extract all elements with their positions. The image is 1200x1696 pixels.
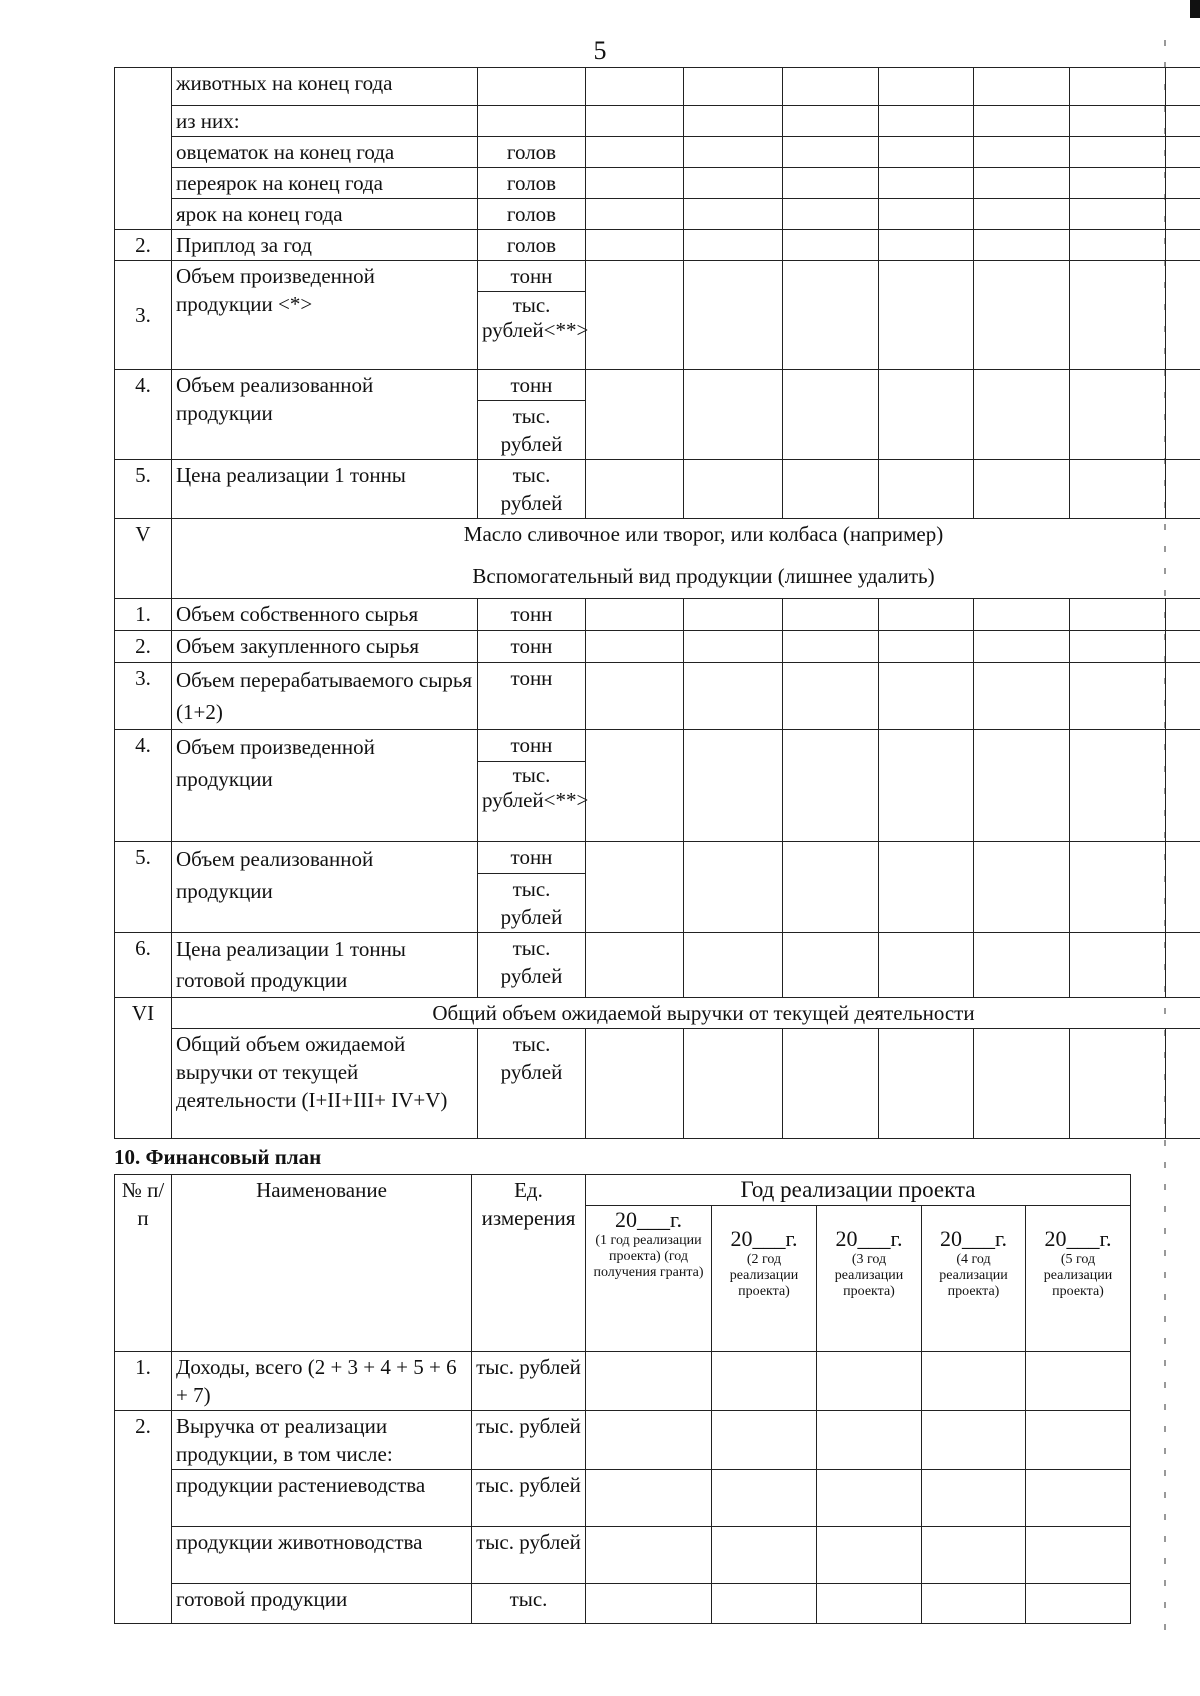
year-header (922, 1206, 1026, 1352)
row-number: 2. (115, 1411, 172, 1624)
header-unit: Ед. измерения (472, 1175, 586, 1352)
table-row (115, 1527, 1131, 1584)
value-cell[interactable] (684, 663, 783, 730)
row-name: Объем закупленного сырья (172, 631, 478, 663)
year-label: 20___г. (939, 1226, 1008, 1251)
value-cell[interactable] (1166, 137, 1200, 168)
row-unit: тонн (478, 631, 586, 663)
value-cell[interactable] (684, 1029, 783, 1139)
value-cell[interactable] (586, 730, 684, 842)
value-cell[interactable] (586, 599, 684, 631)
row-name: Объем собственного сырья (172, 599, 478, 631)
value-cell[interactable] (922, 1411, 1026, 1470)
value-cell[interactable] (586, 199, 684, 230)
value-cell[interactable] (879, 599, 974, 631)
value-cell[interactable] (712, 1352, 817, 1411)
row-number: 6. (115, 933, 172, 998)
value-cell[interactable] (974, 599, 1070, 631)
year-header (817, 1206, 922, 1352)
value-cell[interactable] (783, 137, 879, 168)
value-cell[interactable] (1166, 730, 1200, 842)
value-cell[interactable] (1070, 199, 1166, 230)
value-cell[interactable] (684, 599, 783, 631)
value-cell[interactable] (586, 933, 684, 998)
value-cell[interactable] (586, 137, 684, 168)
value-cell[interactable] (974, 631, 1070, 663)
row-name: Доходы, всего (2 + 3 + 4 + 5 + 6 + 7) (172, 1352, 472, 1411)
table-row (115, 631, 1200, 663)
value-cell[interactable] (974, 137, 1070, 168)
table-row (115, 199, 1200, 230)
value-cell[interactable] (879, 230, 974, 261)
value-cell[interactable] (879, 1029, 974, 1139)
table-row (115, 1470, 1131, 1527)
value-cell[interactable] (1070, 261, 1166, 370)
row-unit: тыс. рублей (472, 1470, 586, 1527)
row-unit: тыс. рублей (478, 933, 586, 998)
row-unit: тыс. рублей (478, 460, 586, 519)
table-row (115, 137, 1200, 168)
row-number: 3. (115, 261, 172, 370)
row-name: Приплод за год (172, 230, 478, 261)
row-name: овцематок на конец года (172, 137, 478, 168)
section-row (115, 519, 1200, 599)
value-cell[interactable] (1166, 842, 1200, 933)
row-unit: тыс. рублей (478, 401, 586, 460)
row-unit (478, 106, 586, 137)
value-cell[interactable] (712, 1527, 817, 1584)
value-cell[interactable] (712, 1584, 817, 1624)
value-cell[interactable] (1070, 460, 1166, 519)
year-sub-label: (2 год реализации проекта) (729, 1252, 799, 1299)
value-cell[interactable] (783, 168, 879, 199)
value-cell[interactable] (974, 230, 1070, 261)
table-row (115, 842, 1200, 874)
row-name: Общий объем ожидаемой выручки от текущей деятельности (I+II+III+ IV+V) (172, 1029, 478, 1139)
value-cell[interactable] (1070, 370, 1166, 460)
header-name: Наименование (172, 1175, 472, 1352)
section-title (172, 519, 1200, 599)
value-cell[interactable] (586, 370, 684, 460)
table-row (115, 1029, 1200, 1139)
row-name: Выручка от реализации продукции, в том числе: (172, 1411, 472, 1470)
value-cell[interactable] (974, 68, 1070, 106)
row-number: 1. (115, 599, 172, 631)
value-cell[interactable] (974, 842, 1070, 933)
value-cell[interactable] (586, 1470, 712, 1527)
value-cell[interactable] (1026, 1411, 1131, 1470)
row-unit: голов (478, 137, 586, 168)
value-cell[interactable] (974, 370, 1070, 460)
value-cell[interactable] (974, 199, 1070, 230)
value-cell[interactable] (684, 199, 783, 230)
value-cell[interactable] (783, 370, 879, 460)
value-cell[interactable] (586, 1527, 712, 1584)
row-name: Объем реализованной продукции (172, 370, 478, 460)
value-cell[interactable] (684, 261, 783, 370)
table-row (115, 663, 1200, 730)
section-row (115, 998, 1200, 1029)
row-unit: тонн (478, 370, 586, 401)
value-cell[interactable] (817, 1352, 922, 1411)
value-cell[interactable] (586, 1411, 712, 1470)
value-cell[interactable] (783, 230, 879, 261)
value-cell[interactable] (1026, 1584, 1131, 1624)
value-cell[interactable] (974, 106, 1070, 137)
value-cell[interactable] (783, 106, 879, 137)
table-row (115, 599, 1200, 631)
value-cell[interactable] (879, 106, 974, 137)
value-cell[interactable] (1166, 168, 1200, 199)
year-sub-label: (3 год реализации проекта) (834, 1252, 904, 1299)
value-cell[interactable] (1166, 230, 1200, 261)
row-unit: тыс. рублей (472, 1527, 586, 1584)
value-cell[interactable] (684, 631, 783, 663)
table-row (115, 460, 1200, 519)
value-cell[interactable] (783, 933, 879, 998)
value-cell[interactable] (1070, 137, 1166, 168)
value-cell[interactable] (817, 1411, 922, 1470)
value-cell[interactable] (586, 842, 684, 933)
value-cell[interactable] (817, 1527, 922, 1584)
value-cell[interactable] (1070, 933, 1166, 998)
value-cell[interactable] (1026, 1527, 1131, 1584)
value-cell[interactable] (586, 230, 684, 261)
row-number: 5. (115, 460, 172, 519)
row-name: Цена реализации 1 тонны (172, 460, 478, 519)
value-cell[interactable] (974, 933, 1070, 998)
row-unit: тонн (478, 599, 586, 631)
value-cell[interactable] (783, 663, 879, 730)
value-cell[interactable] (922, 1470, 1026, 1527)
value-cell[interactable] (879, 370, 974, 460)
value-cell[interactable] (684, 137, 783, 168)
financial-plan-table (114, 1174, 1131, 1624)
value-cell[interactable] (684, 730, 783, 842)
value-cell[interactable] (879, 842, 974, 933)
table-row (115, 1411, 1131, 1470)
value-cell[interactable] (684, 68, 783, 106)
table-row (115, 1584, 1131, 1624)
section-title: Общий объем ожидаемой выручки от текущей деятельности (172, 998, 1200, 1029)
row-name: Объем произведенной продукции (172, 730, 478, 842)
value-cell[interactable] (712, 1470, 817, 1527)
row-name: продукции растениеводства (172, 1470, 472, 1527)
row-number: 1. (115, 1352, 172, 1411)
table-row (115, 1352, 1131, 1411)
value-cell[interactable] (1070, 631, 1166, 663)
value-cell[interactable] (783, 631, 879, 663)
row-number: 4. (115, 730, 172, 842)
value-cell[interactable] (879, 168, 974, 199)
table-row (115, 106, 1200, 137)
row-unit (478, 68, 586, 106)
header-num: № п/п (115, 1175, 172, 1352)
row-unit: голов (478, 199, 586, 230)
production-table (114, 67, 1200, 1139)
value-cell[interactable] (974, 663, 1070, 730)
value-cell[interactable] (974, 261, 1070, 370)
value-cell[interactable] (1166, 106, 1200, 137)
value-cell[interactable] (1166, 599, 1200, 631)
table-row (115, 68, 1200, 106)
value-cell[interactable] (1166, 663, 1200, 730)
value-cell[interactable] (586, 106, 684, 137)
row-unit: тонн (478, 730, 586, 762)
section-line: Масло сливочное или творог, или колбаса (например) (463, 522, 944, 546)
row-unit: тонн (478, 663, 586, 730)
value-cell[interactable] (879, 199, 974, 230)
value-cell[interactable] (684, 230, 783, 261)
value-cell[interactable] (684, 370, 783, 460)
value-cell[interactable] (1166, 261, 1200, 370)
value-cell[interactable] (922, 1527, 1026, 1584)
row-unit: голов (478, 168, 586, 199)
row-unit: тыс. (472, 1584, 586, 1624)
value-cell[interactable] (586, 631, 684, 663)
value-cell[interactable] (783, 1029, 879, 1139)
value-cell[interactable] (1166, 199, 1200, 230)
value-cell[interactable] (974, 460, 1070, 519)
row-number (115, 68, 172, 230)
value-cell[interactable] (684, 106, 783, 137)
row-number: 4. (115, 370, 172, 460)
value-cell[interactable] (879, 460, 974, 519)
row-name: из них: (172, 106, 478, 137)
section-line: Вспомогательный вид продукции (лишнее удалить) (472, 564, 935, 588)
value-cell[interactable] (974, 1029, 1070, 1139)
table-row (115, 230, 1200, 261)
row-number: 3. (115, 663, 172, 730)
header-row (115, 1175, 1131, 1206)
section-heading: 10. Финансовый план (114, 1145, 322, 1169)
value-cell[interactable] (783, 730, 879, 842)
year-label: 20___г. (835, 1226, 903, 1251)
value-cell[interactable] (1070, 1029, 1166, 1139)
value-cell[interactable] (1166, 933, 1200, 998)
row-name: Объем реализованной продукции (172, 842, 478, 933)
value-cell[interactable] (879, 137, 974, 168)
value-cell[interactable] (1070, 68, 1166, 106)
value-cell[interactable] (1166, 631, 1200, 663)
value-cell[interactable] (586, 168, 684, 199)
value-cell[interactable] (586, 460, 684, 519)
value-cell[interactable] (684, 933, 783, 998)
value-cell[interactable] (879, 261, 974, 370)
row-name: ярок на конец года (172, 199, 478, 230)
value-cell[interactable] (1026, 1352, 1131, 1411)
table-row (115, 168, 1200, 199)
year-sub-label: (5 год реализации проекта) (1043, 1252, 1113, 1299)
year-header (586, 1206, 712, 1352)
value-cell[interactable] (879, 631, 974, 663)
scan-corner-mark (1190, 0, 1200, 18)
row-unit: тыс. рублей (478, 874, 586, 933)
value-cell[interactable] (684, 168, 783, 199)
value-cell[interactable] (1070, 106, 1166, 137)
value-cell[interactable] (1070, 599, 1166, 631)
year-header (712, 1206, 817, 1352)
value-cell[interactable] (879, 663, 974, 730)
row-name: готовой продукции (172, 1584, 472, 1624)
year-header (1026, 1206, 1131, 1352)
table-row (115, 730, 1200, 762)
value-cell[interactable] (817, 1584, 922, 1624)
section-number: V (115, 519, 172, 599)
row-unit: тыс. рублей<**> (478, 292, 586, 370)
value-cell[interactable] (783, 599, 879, 631)
header-year-group: Год реализации проекта (586, 1175, 1131, 1206)
value-cell[interactable] (879, 730, 974, 842)
value-cell[interactable] (783, 460, 879, 519)
value-cell[interactable] (586, 261, 684, 370)
value-cell[interactable] (922, 1352, 1026, 1411)
value-cell[interactable] (1166, 370, 1200, 460)
page-number: 5 (593, 36, 607, 65)
value-cell[interactable] (783, 261, 879, 370)
value-cell[interactable] (879, 68, 974, 106)
value-cell[interactable] (1166, 460, 1200, 519)
year-sub-label: (4 год реализации проекта) (939, 1252, 1008, 1299)
year-sub-label: (1 год реализации проекта) (год получения гранта) (593, 1233, 704, 1280)
value-cell[interactable] (1166, 68, 1200, 106)
year-label: 20___г. (614, 1207, 683, 1232)
table-row (115, 261, 1200, 292)
value-cell[interactable] (586, 1584, 712, 1624)
value-cell[interactable] (684, 842, 783, 933)
value-cell[interactable] (879, 933, 974, 998)
row-name: Объем произведенной продукции <*> (172, 261, 478, 370)
row-unit: тонн (478, 842, 586, 874)
value-cell[interactable] (974, 168, 1070, 199)
row-unit: тыс. рублей (472, 1352, 586, 1411)
year-label: 20___г. (730, 1226, 798, 1251)
value-cell[interactable] (783, 68, 879, 106)
value-cell[interactable] (1070, 730, 1166, 842)
row-name: Объем перерабатываемого сырья (1+2) (172, 663, 478, 730)
section-number: VI (115, 998, 172, 1139)
value-cell[interactable] (712, 1411, 817, 1470)
row-unit: тонн (478, 261, 586, 292)
value-cell[interactable] (1070, 230, 1166, 261)
value-cell[interactable] (586, 1029, 684, 1139)
value-cell[interactable] (1026, 1470, 1131, 1527)
row-name: продукции животноводства (172, 1527, 472, 1584)
value-cell[interactable] (817, 1470, 922, 1527)
row-name: Цена реализации 1 тонны готовой продукции (172, 933, 478, 998)
row-unit: тыс. рублей (478, 1029, 586, 1139)
row-unit: голов (478, 230, 586, 261)
row-name: животных на конец года (172, 68, 478, 106)
value-cell[interactable] (1166, 1029, 1200, 1139)
value-cell[interactable] (783, 842, 879, 933)
row-number: 5. (115, 842, 172, 933)
row-number: 2. (115, 230, 172, 261)
value-cell[interactable] (1070, 842, 1166, 933)
row-unit: тыс. рублей<**> (478, 762, 586, 842)
year-label: 20___г. (1044, 1226, 1112, 1251)
row-number: 2. (115, 631, 172, 663)
value-cell[interactable] (586, 1352, 712, 1411)
row-name: переярок на конец года (172, 168, 478, 199)
table-row (115, 370, 1200, 401)
value-cell[interactable] (1070, 168, 1166, 199)
value-cell[interactable] (684, 460, 783, 519)
value-cell[interactable] (586, 663, 684, 730)
table-row (115, 933, 1200, 998)
value-cell[interactable] (974, 730, 1070, 842)
value-cell[interactable] (783, 199, 879, 230)
value-cell[interactable] (922, 1584, 1026, 1624)
value-cell[interactable] (1070, 663, 1166, 730)
row-unit: тыс. рублей (472, 1411, 586, 1470)
value-cell[interactable] (586, 68, 684, 106)
